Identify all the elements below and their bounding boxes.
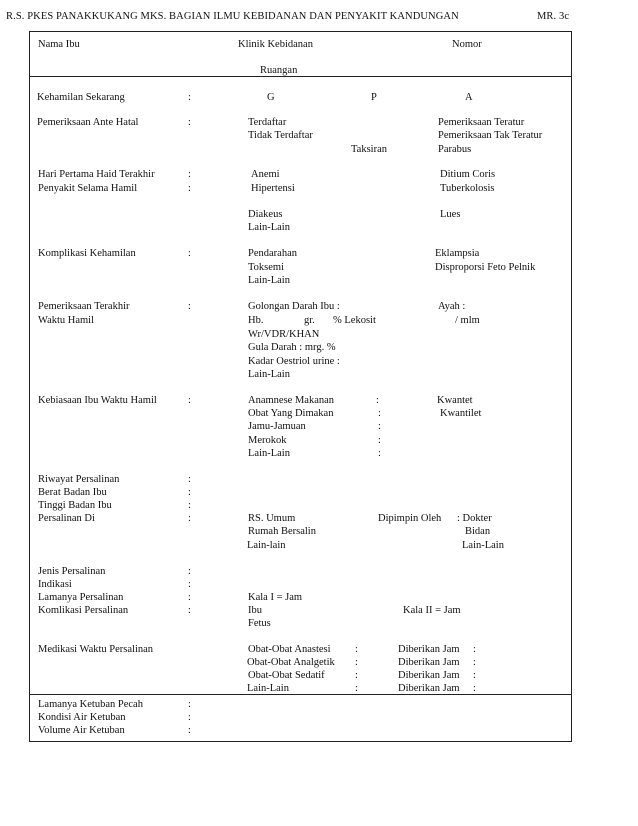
diberikan-jam: Diberikan Jam xyxy=(398,644,460,655)
ibu: Ibu xyxy=(248,605,262,616)
pemeriksaan-label-1: Pemeriksaan Terakhir xyxy=(38,301,130,312)
colon: : xyxy=(188,92,191,103)
kwantet: Kwantet xyxy=(437,395,473,406)
kebiasaan-item: Anamnese Makanan xyxy=(248,395,335,406)
taksiran: Taksiran xyxy=(351,144,388,155)
nama-ibu-label: Nama Ibu xyxy=(38,39,80,50)
colon: : xyxy=(378,421,381,432)
per-mlm: / mlm xyxy=(455,315,480,326)
lekosit: % Lekosit xyxy=(333,315,376,326)
lues: Lues xyxy=(440,209,461,220)
ruangan-label: Ruangan xyxy=(260,65,298,76)
kebiasaan-item: Lain-Lain xyxy=(248,448,290,459)
persalinan-di-label: Persalinan Di xyxy=(38,513,95,524)
lain-lain: Lain-Lain xyxy=(248,275,290,286)
nomor-label: Nomor xyxy=(452,39,482,50)
colon: : xyxy=(188,183,191,194)
dokter: : Dokter xyxy=(457,513,492,524)
colon: : xyxy=(378,408,381,419)
parabus: Parabus xyxy=(438,144,472,155)
kebiasaan-item: Jamu-Jamuan xyxy=(248,421,306,432)
tinggi-label: Tinggi Badan Ibu xyxy=(38,500,112,511)
colon: : xyxy=(355,683,358,694)
jenis-label: Jenis Persalinan xyxy=(38,566,106,577)
colon: : xyxy=(188,699,191,710)
colon: : xyxy=(188,712,191,723)
komlikasi-label: Komlikasi Persalinan xyxy=(38,605,129,616)
bidan: Bidan xyxy=(465,526,491,537)
hospital-header: R.S. PKES PANAKKUKANG MKS. BAGIAN ILMU KEBIDANAN DAN PENYAKIT KANDUNGAN xyxy=(6,11,459,22)
abortus-label: A xyxy=(465,92,473,103)
gr: gr. xyxy=(304,315,315,326)
gula-darah: Gula Darah : mrg. % xyxy=(248,342,336,353)
lain-lain: Lain-Lain xyxy=(248,222,290,233)
colon: : xyxy=(188,605,191,616)
fetus: Fetus xyxy=(248,618,271,629)
colon: : xyxy=(188,169,191,180)
pemeriksaan-label-2: Waktu Hamil xyxy=(38,315,95,326)
diakeus: Diakeus xyxy=(248,209,283,220)
pemeriksaan-teratur: Pemeriksaan Teratur xyxy=(438,117,525,128)
ditium-coris: Ditium Coris xyxy=(440,169,496,180)
colon: : xyxy=(188,513,191,524)
ayah: Ayah : xyxy=(438,301,466,312)
golongan-darah: Golongan Darah Ibu : xyxy=(248,301,340,312)
kehamilan-label: Kehamilan Sekarang xyxy=(37,92,125,103)
dipimpin-oleh: Dipimpin Oleh xyxy=(378,513,442,524)
lain-lain: Lain-Lain xyxy=(462,540,504,551)
wr-vdr-khan: Wr/VDR/KHAN xyxy=(248,329,320,340)
colon: : xyxy=(355,644,358,655)
gravida-label: G xyxy=(267,92,275,103)
colon: : xyxy=(188,579,191,590)
rs-umum: RS. Umum xyxy=(248,513,296,524)
eklampsia: Eklampsia xyxy=(435,248,480,259)
pendarahan: Pendarahan xyxy=(248,248,297,259)
ante-label: Pemeriksaan Ante Hatal xyxy=(37,117,139,128)
colon: : xyxy=(188,248,191,259)
colon: : xyxy=(188,566,191,577)
kebiasaan-item: Merokok xyxy=(248,435,287,446)
kebiasaan-label: Kebiasaan Ibu Waktu Hamil xyxy=(38,395,157,406)
colon: : xyxy=(188,592,191,603)
colon: : xyxy=(378,448,381,459)
kadar-oestriol: Kadar Oestriol urine : xyxy=(248,356,340,367)
komplikasi-label: Komplikasi Kehamilan xyxy=(38,248,136,259)
lamanya-label: Lamanya Persalinan xyxy=(38,592,124,603)
ketuban-pecah-label: Lamanya Ketuban Pecah xyxy=(38,699,143,710)
pemeriksaan-tak-teratur: Pemeriksaan Tak Teratur xyxy=(438,130,543,141)
colon: : xyxy=(188,117,191,128)
lain-lain: Lain-lain xyxy=(247,540,286,551)
toksemi: Toksemi xyxy=(248,262,285,273)
medikasi-item: Obat-Obat Anastesi xyxy=(248,644,331,655)
disproporsi: Disproporsi Feto Pelnik xyxy=(435,262,536,273)
kondisi-ketuban-label: Kondisi Air Ketuban xyxy=(38,712,126,723)
colon: : xyxy=(355,657,358,668)
hb: Hb. xyxy=(248,315,264,326)
klinik-label: Klinik Kebidanan xyxy=(238,39,313,50)
form-code: MR. 3c xyxy=(537,11,570,22)
diberikan-jam: Diberikan Jam xyxy=(398,683,460,694)
rumah-bersalin: Rumah Bersalin xyxy=(248,526,316,537)
kebiasaan-item: Obat Yang Dimakan xyxy=(248,408,334,419)
colon: : xyxy=(188,500,191,511)
divider-after-ruangan xyxy=(29,76,572,77)
colon: : xyxy=(188,487,191,498)
colon: : xyxy=(473,644,476,655)
volume-ketuban-label: Volume Air Ketuban xyxy=(38,725,125,736)
berat-label: Berat Badan Ibu xyxy=(38,487,107,498)
colon: : xyxy=(376,395,379,406)
haid-label: Hari Pertama Haid Terakhir xyxy=(38,169,155,180)
tidak-terdaftar: Tidak Terdaftar xyxy=(248,130,313,141)
colon: : xyxy=(473,683,476,694)
para-label: P xyxy=(371,92,377,103)
colon: : xyxy=(473,670,476,681)
kala-1: Kala I = Jam xyxy=(248,592,303,603)
indikasi-label: Indikasi xyxy=(38,579,72,590)
medikasi-item: Lain-Lain xyxy=(247,683,289,694)
tuberkolosis: Tuberkolosis xyxy=(440,183,495,194)
colon: : xyxy=(355,670,358,681)
medikasi-item: Obat-Obat Sedatif xyxy=(248,670,325,681)
diberikan-jam: Diberikan Jam xyxy=(398,670,460,681)
hipertensi: Hipertensi xyxy=(251,183,295,194)
anemi: Anemi xyxy=(251,169,280,180)
lain-lain: Lain-Lain xyxy=(248,369,290,380)
divider-before-ketuban xyxy=(29,694,572,695)
medikasi-item: Obat-Obat Analgetik xyxy=(247,657,335,668)
kwantilet: Kwantilet xyxy=(440,408,482,419)
kala-2: Kala II = Jam xyxy=(403,605,461,616)
terdaftar: Terdaftar xyxy=(248,117,287,128)
colon: : xyxy=(188,474,191,485)
colon: : xyxy=(188,395,191,406)
colon: : xyxy=(378,435,381,446)
colon: : xyxy=(188,725,191,736)
medikasi-label: Medikasi Waktu Persalinan xyxy=(38,644,154,655)
penyakit-label: Penyakit Selama Hamil xyxy=(38,183,138,194)
colon: : xyxy=(188,301,191,312)
riwayat-label: Riwayat Persalinan xyxy=(38,474,120,485)
colon: : xyxy=(473,657,476,668)
diberikan-jam: Diberikan Jam xyxy=(398,657,460,668)
